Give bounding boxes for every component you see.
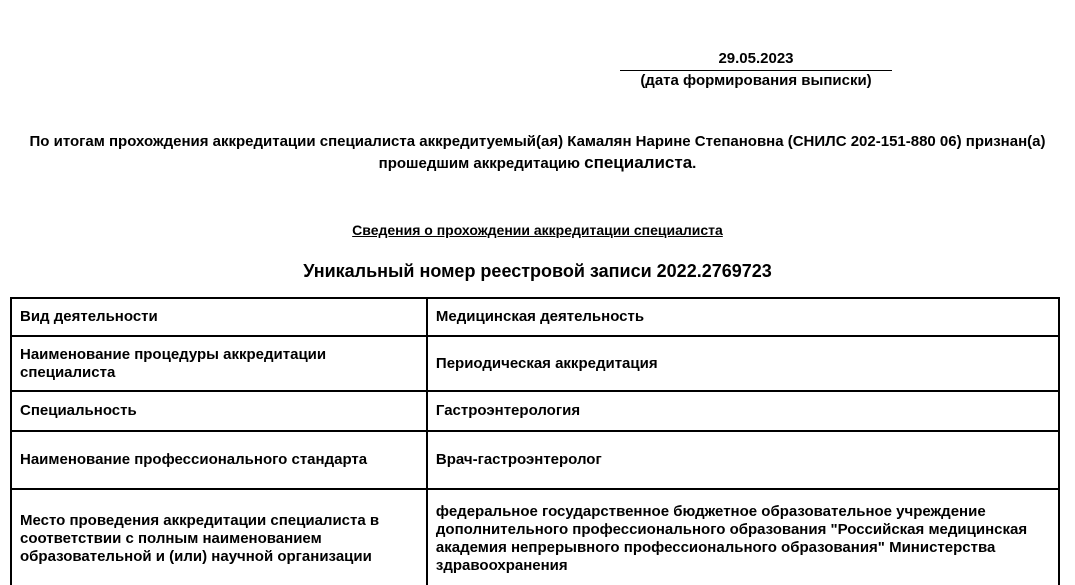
table-row — [11, 336, 1059, 391]
statement-text: По итогам прохождения аккредитации специалиста аккредитуемый(ая) Камалян Нарине Степановна (СНИЛС 202-151-880 06) признан(а) прошедшим аккредитацию — [29, 133, 1046, 172]
row-label: Место проведения аккредитации специалиста в соответствии с полным наименованием образовательной и (или) научной организации — [11, 489, 427, 585]
statement-end: . — [692, 155, 697, 172]
extract-date-block — [620, 50, 892, 90]
table-row — [11, 431, 1059, 489]
statement-emphasis: специалиста — [584, 153, 693, 172]
row-value: Медицинская деятельность — [427, 298, 1059, 336]
row-value: Периодическая аккредитация — [427, 336, 1059, 391]
row-value: Гастроэнтерология — [427, 391, 1059, 431]
date-underline — [620, 70, 892, 71]
table-row — [11, 489, 1059, 585]
row-label: Специальность — [11, 391, 427, 431]
row-label: Вид деятельности — [11, 298, 427, 336]
table-row — [11, 298, 1059, 336]
row-value: федеральное государственное бюджетное образовательное учреждение дополнительного профессионального образования "Российская медицинская академия непрерывного профессионального образования" Министерства здравоохранения — [427, 489, 1059, 585]
registry-number-heading: Уникальный номер реестровой записи 2022.2769723 — [303, 261, 772, 281]
accreditation-info-table — [10, 297, 1060, 585]
row-label: Наименование процедуры аккредитации специалиста — [11, 336, 427, 391]
table-row — [11, 391, 1059, 431]
row-label: Наименование профессионального стандарта — [11, 431, 427, 489]
section-title: Сведения о прохождении аккредитации специалиста — [352, 222, 723, 238]
extract-date-caption: (дата формирования выписки) — [640, 72, 872, 89]
accreditation-statement — [20, 131, 1055, 174]
row-value: Врач-гастроэнтеролог — [427, 431, 1059, 489]
extract-date: 29.05.2023 — [718, 50, 794, 67]
